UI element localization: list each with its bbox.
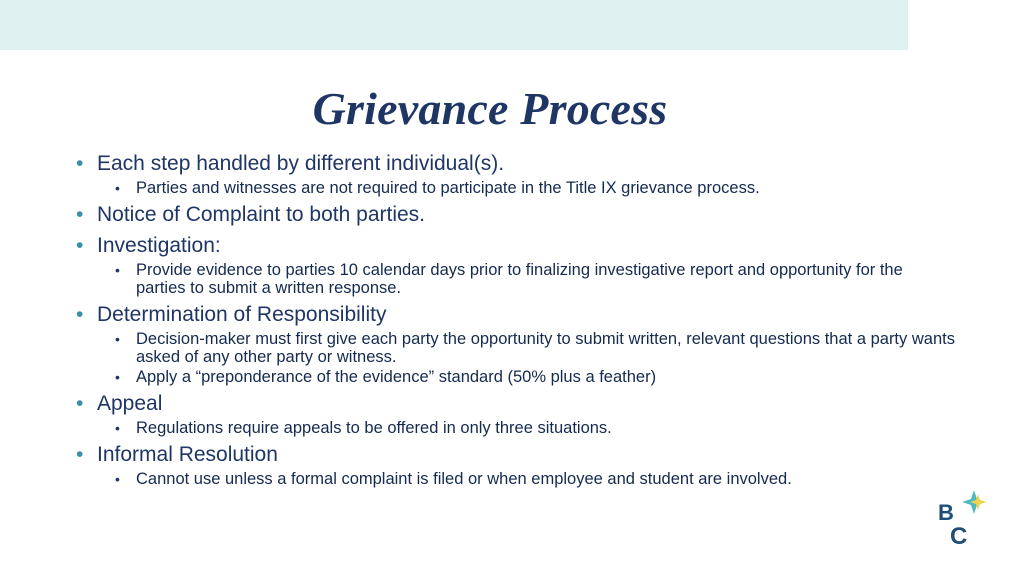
bullet-dot-icon: • (115, 331, 120, 347)
bullet-item (76, 232, 956, 259)
sub-bullet-text: Decision-maker must first give each party the opportunity to submit written, relevant questions that a party wants asked of any other party or witness. (136, 330, 955, 366)
bc-logo (936, 486, 992, 550)
bullet-dot-icon: • (115, 180, 120, 196)
sub-bullet-item (115, 261, 956, 297)
bullet-item (76, 301, 956, 328)
bullet-dot-icon: • (76, 303, 84, 326)
bullet-item (76, 390, 956, 417)
sub-bullet-text: Parties and witnesses are not required to participate in the Title IX grievance process. (136, 179, 760, 197)
bullet-text: Investigation: (97, 234, 221, 257)
sub-bullet-item (115, 470, 956, 488)
bullet-list (76, 150, 956, 490)
bullet-item (76, 150, 956, 177)
bullet-text: Notice of Complaint to both parties. (97, 203, 426, 226)
sub-bullet-item (115, 368, 956, 386)
sub-bullet-text: Provide evidence to parties 10 calendar days prior to finalizing investigative report and opportunity for the parties to submit a written response. (136, 261, 903, 297)
sub-bullet-item (115, 419, 956, 437)
bullet-text: Informal Resolution (97, 443, 278, 466)
bullet-dot-icon: • (115, 262, 120, 278)
sub-bullet-text: Apply a “preponderance of the evidence” standard (50% plus a feather) (136, 368, 657, 386)
bc-logo-icon (936, 486, 992, 550)
sparkle-icon (962, 490, 986, 514)
logo-letter-c: C (950, 523, 968, 550)
sub-bullet-text: Cannot use unless a formal complaint is filed or when employee and student are involved. (136, 470, 792, 488)
sub-bullet-item (115, 330, 956, 366)
bullet-dot-icon: • (76, 392, 84, 415)
bullet-dot-icon: • (76, 234, 84, 257)
header-band (0, 0, 908, 50)
bullet-dot-icon: • (115, 471, 120, 487)
sub-bullet-item (115, 179, 956, 197)
bullet-dot-icon: • (115, 369, 120, 385)
bullet-text: Each step handled by different individual(s). (97, 152, 505, 175)
sub-bullet-text: Regulations require appeals to be offered in only three situations. (136, 419, 612, 437)
bullet-text: Appeal (97, 392, 163, 415)
bullet-item (76, 201, 956, 228)
bullet-text: Determination of Responsibility (97, 303, 387, 326)
bullet-dot-icon: • (76, 443, 84, 466)
slide-title: Grievance Process (312, 83, 668, 134)
bullet-item (76, 441, 956, 468)
bullet-dot-icon: • (76, 152, 84, 175)
bullet-dot-icon: • (76, 203, 84, 226)
bullet-dot-icon: • (115, 420, 120, 436)
logo-letter-b: B (938, 500, 954, 525)
